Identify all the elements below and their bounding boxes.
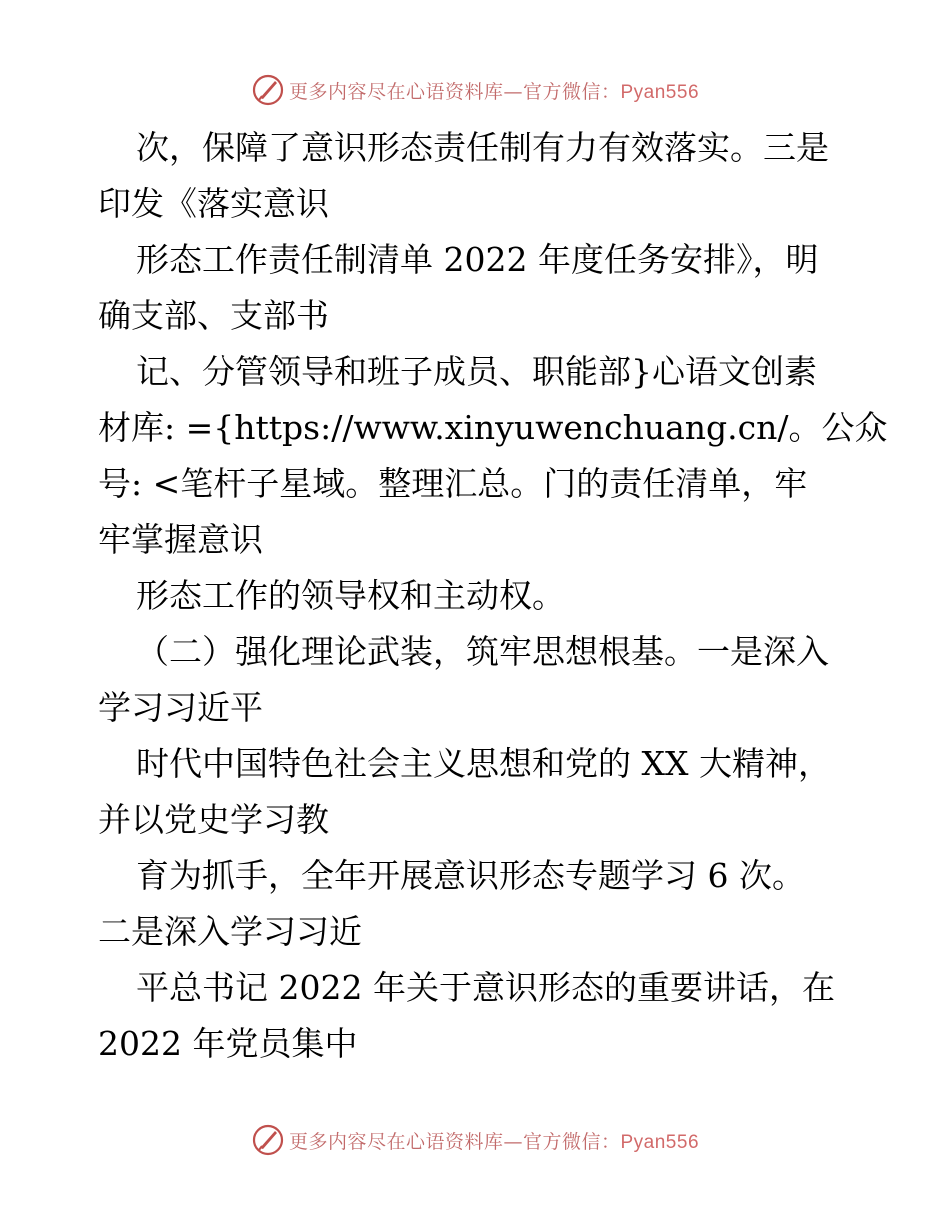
text-line: 确支部、支部书 — [98, 296, 329, 335]
document-body — [98, 120, 888, 1072]
footer-watermark — [0, 1120, 950, 1160]
text-line: 2022 年党员集中 — [98, 1024, 358, 1063]
text-line: 形态工作的领导权和主动权。 — [136, 576, 565, 615]
text-line: 育为抓手，全年开展意识形态专题学习 6 次。 — [136, 856, 805, 895]
quill-logo-icon — [251, 1123, 285, 1157]
text-line: 时代中国特色社会主义思想和党的 XX 大精神， — [136, 744, 831, 783]
text-line: 平总书记 2022 年关于意识形态的重要讲话，在 — [136, 968, 835, 1007]
quill-logo-icon — [251, 73, 285, 107]
text-line: 号: <笔杆子星域。整理汇总。门的责任清单，牢 — [98, 464, 808, 503]
text-line: （二）强化理论武装，筑牢思想根基。一是深入 — [136, 632, 829, 671]
text-line: 并以党史学习教 — [98, 800, 329, 839]
text-line: 学习习近平 — [98, 688, 263, 727]
text-line: 次，保障了意识形态责任制有力有效落实。三是 — [136, 128, 829, 167]
watermark-text: 更多内容尽在心语资料库—官方微信：Pyan556 — [288, 1130, 700, 1153]
text-line: 二是深入学习习近 — [98, 912, 362, 951]
text-line: 牢掌握意识 — [98, 520, 263, 559]
text-line: 印发《落实意识 — [98, 184, 329, 223]
text-line: 记、分管领导和班子成员、职能部}心语文创素 — [136, 352, 817, 391]
text-line: 形态工作责任制清单 2022 年度任务安排》，明 — [136, 240, 819, 279]
text-line: 材库: ={https://www.xinyuwenchuang.cn/。公众 — [98, 408, 888, 447]
header-watermark — [0, 70, 950, 110]
watermark-text: 更多内容尽在心语资料库—官方微信：Pyan556 — [288, 80, 700, 103]
